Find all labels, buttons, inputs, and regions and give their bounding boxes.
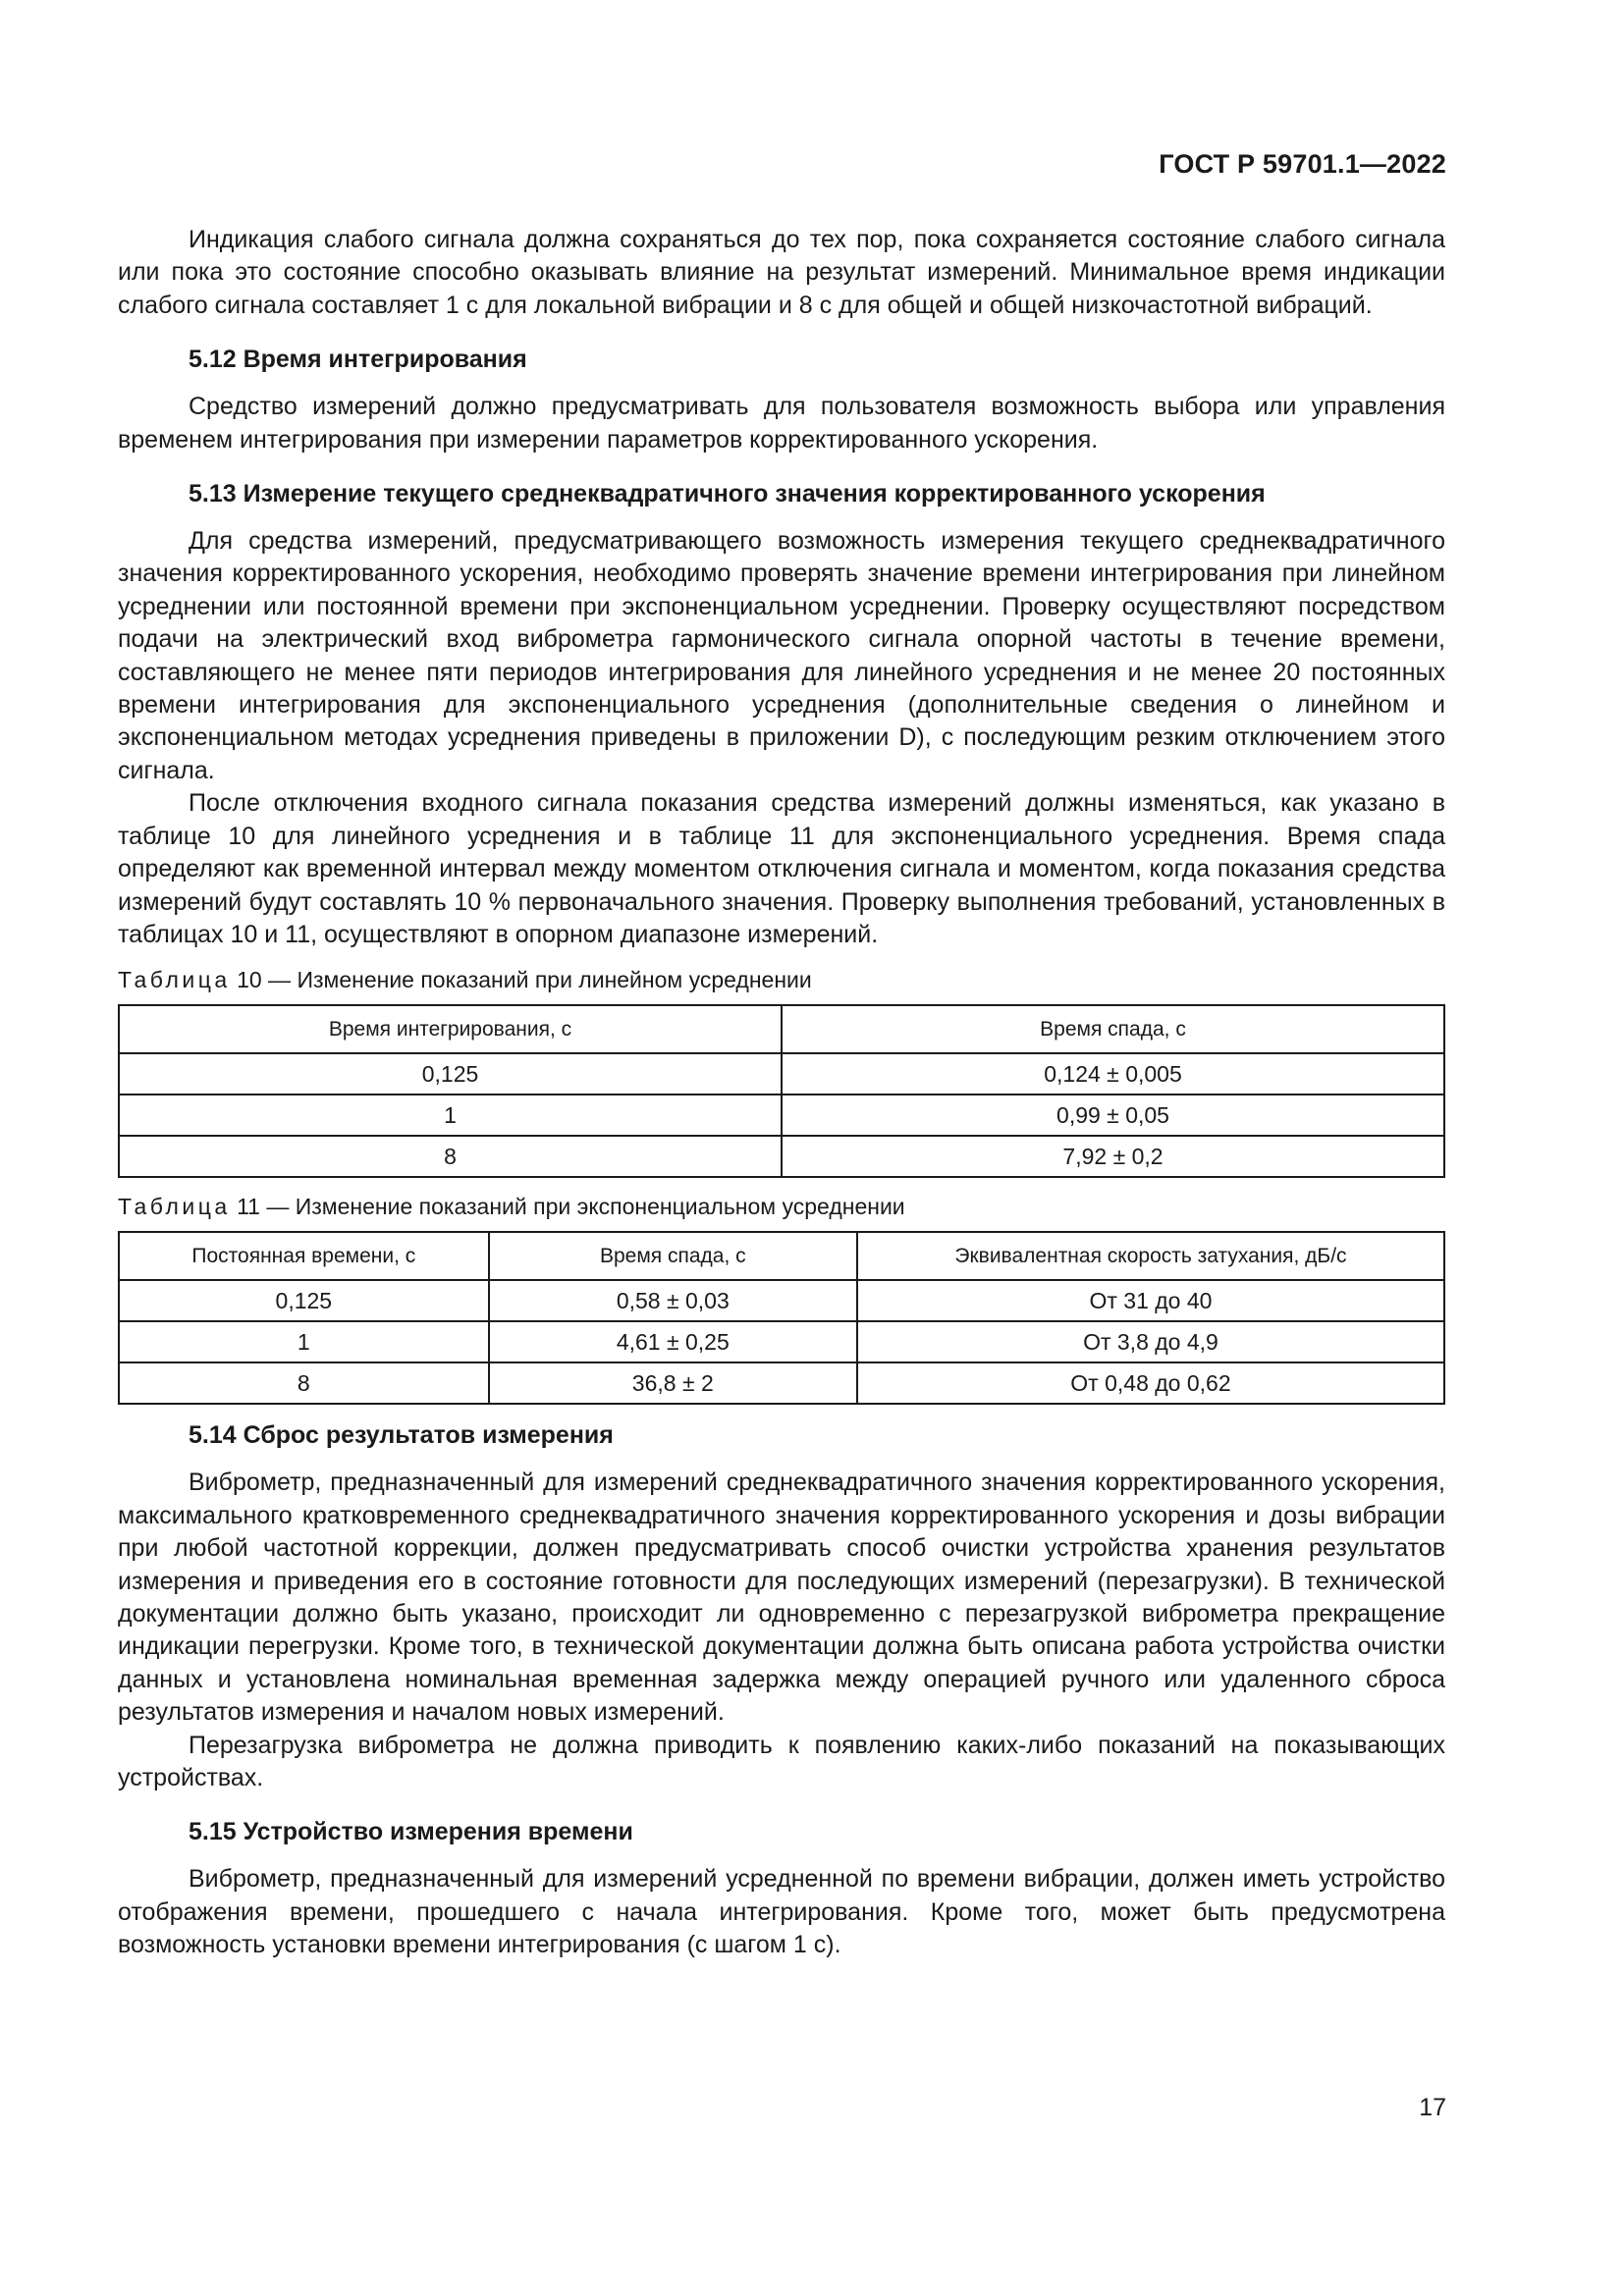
- table-cell: 36,8 ± 2: [489, 1362, 857, 1404]
- table-cell: От 31 до 40: [857, 1280, 1444, 1321]
- paragraph-reboot: Перезагрузка виброметра не должна приводить к появлению каких-либо показаний на показывающих устройствах.: [118, 1731, 1445, 1791]
- paragraph-integration-time: Средство измерений должно предусматривать для пользователя возможность выбора или управления временем интегрирования при измерении параметров корректированного ускорения.: [118, 393, 1445, 454]
- table-11: [118, 1231, 1445, 1405]
- table-cell: 8: [119, 1362, 489, 1404]
- paragraph-rms-check: Для средства измерений, предусматривающего возможность измерения текущего среднеквадратичного значения корректированного ускорения, необходимо проверять значение времени интегрирования при линейном усреднении или постоянной времени при экспоненциальном усреднении. Проверку осуществляют посредством подачи на электрический вход виброметра гармонического сигнала опорной частоты в течение времени, составляющего не менее пяти периодов интегрирования для линейного усреднения и не менее 20 постоянных времени интегрирования для экспоненциального усреднения (дополнительные сведения о линейном и экспоненциальном методах усреднения приведены в приложении D), с последующим резким отключением этого сигнала.: [118, 527, 1445, 784]
- table-cell: 1: [119, 1095, 782, 1136]
- page-content: [118, 224, 1445, 1962]
- table-row: [119, 1280, 1444, 1321]
- table-10-header-decay-time: Время спада, с: [782, 1005, 1444, 1053]
- table-cell: 1: [119, 1321, 489, 1362]
- section-heading-5-13: 5.13 Измерение текущего среднеквадратичного значения корректированного ускорения: [189, 480, 1266, 508]
- table-11-header-decay-rate: Эквивалентная скорость затухания, дБ/с: [857, 1232, 1444, 1280]
- table-cell: 7,92 ± 0,2: [782, 1136, 1444, 1177]
- table-cell: 0,125: [119, 1053, 782, 1095]
- table-10-caption-word: Таблица: [118, 967, 231, 993]
- document-code: ГОСТ Р 59701.1—2022: [1159, 149, 1446, 179]
- table-cell: 0,125: [119, 1280, 489, 1321]
- table-cell: 4,61 ± 0,25: [489, 1321, 857, 1362]
- table-row: [119, 1321, 1444, 1362]
- table-10-caption-text: 10 — Изменение показаний при линейном усреднении: [230, 967, 812, 993]
- table-row: [119, 1095, 1444, 1136]
- page-number: 17: [1419, 2094, 1446, 2121]
- section-heading-5-12: 5.12 Время интегрирования: [189, 346, 527, 374]
- table-row: [119, 1136, 1444, 1177]
- table-cell: 0,124 ± 0,005: [782, 1053, 1444, 1095]
- table-10-caption: [118, 965, 1445, 994]
- table-cell: 8: [119, 1136, 782, 1177]
- table-header-row: [119, 1005, 1444, 1053]
- table-11-caption: [118, 1192, 1445, 1221]
- table-cell: 0,99 ± 0,05: [782, 1095, 1444, 1136]
- table-11-caption-word: Таблица: [118, 1194, 231, 1220]
- table-11-caption-text: 11 — Изменение показаний при экспоненциальном усреднении: [230, 1194, 905, 1220]
- table-row: [119, 1362, 1444, 1404]
- table-cell: 0,58 ± 0,03: [489, 1280, 857, 1321]
- section-heading-5-14: 5.14 Сброс результатов измерения: [189, 1421, 614, 1450]
- table-row: [119, 1053, 1444, 1095]
- table-11-header-time-constant: Постоянная времени, с: [119, 1232, 489, 1280]
- table-header-row: [119, 1232, 1444, 1280]
- paragraph-weak-signal: Индикация слабого сигнала должна сохраняться до тех пор, пока сохраняется состояние слабого сигнала или пока это состояние способно оказывать влияние на результат измерений. Минимальное время индикации слабого сигнала составляет 1 с для локальной вибрации и 8 с для общей и общей низкочастотной вибраций.: [118, 226, 1445, 319]
- table-cell: От 3,8 до 4,9: [857, 1321, 1444, 1362]
- table-cell: От 0,48 до 0,62: [857, 1362, 1444, 1404]
- paragraph-reset: Виброметр, предназначенный для измерений среднеквадратичного значения корректированного ускорения, максимального кратковременного среднеквадратичного значения корректированного ускорения и дозы вибрации при любой частотной коррекции, должен предусматривать способ очистки устройства хранения результатов измерения и приведения его в состояние готовности для последующих измерений (перезагрузки). В технической документации должно быть указано, происходит ли одновременно с перезагрузкой виброметра прекращение индикации перегрузки. Кроме того, в технической документации должна быть описана работа устройства очистки данных и установлена номинальная временная задержка между операцией ручного или удаленного сброса результатов измерения и началом новых измерений.: [118, 1468, 1445, 1727]
- section-heading-5-15: 5.15 Устройство измерения времени: [189, 1818, 633, 1846]
- paragraph-decay-time: После отключения входного сигнала показания средства измерений должны изменяться, как указано в таблице 10 для линейного усреднения и в таблице 11 для экспоненциального усреднения. Время спада определяют как временной интервал между моментом отключения сигнала и моментом, когда показания средства измерений будут составлять 10 % первоначального значения. Проверку выполнения требований, установленных в таблицах 10 и 11, осуществляют в опорном диапазоне измерений.: [118, 789, 1445, 948]
- table-10: [118, 1004, 1445, 1178]
- paragraph-time-device: Виброметр, предназначенный для измерений усредненной по времени вибрации, должен иметь устройство отображения времени, прошедшего с начала интегрирования. Кроме того, может быть предусмотрена возможность установки времени интегрирования (с шагом 1 с).: [118, 1865, 1445, 1959]
- table-10-header-integration-time: Время интегрирования, с: [119, 1005, 782, 1053]
- table-11-header-decay-time: Время спада, с: [489, 1232, 857, 1280]
